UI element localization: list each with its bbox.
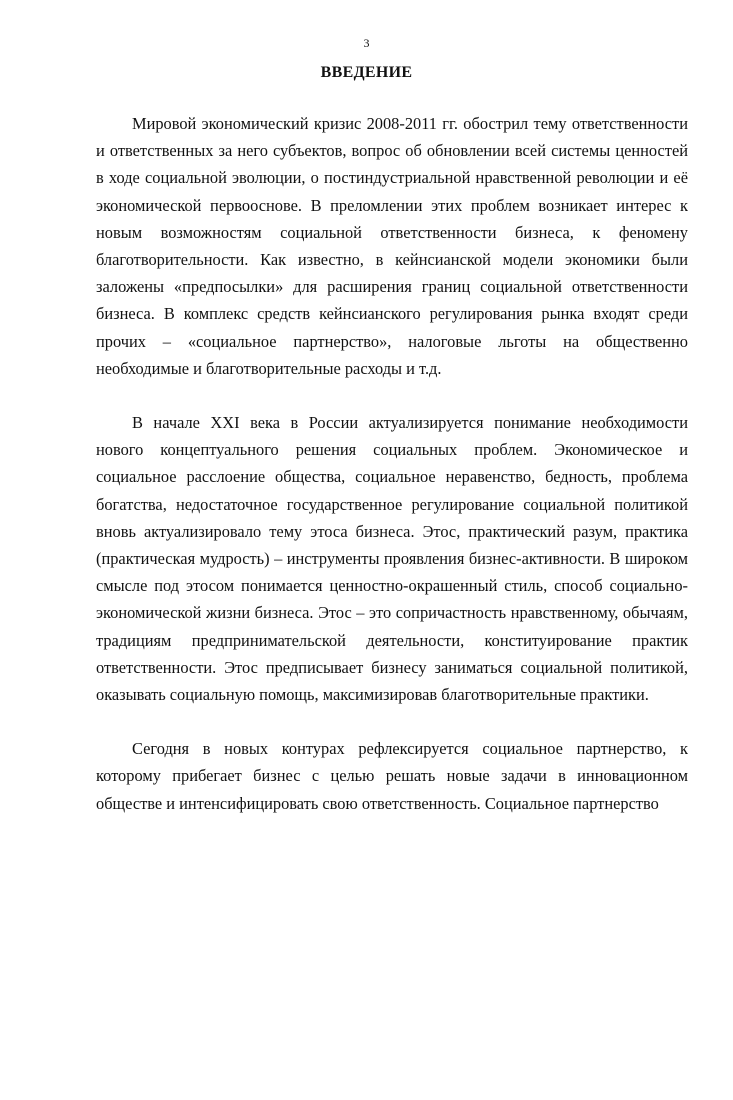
section-heading: ВВЕДЕНИЕ: [320, 64, 413, 81]
paragraph-1: Мировой экономический кризис 2008-2011 гг. обострил тему ответственности и ответственных за него субъектов, вопрос об обновлении всей системы ценностей в ходе социальной эволюции, о постиндустриальной нравственной революции и её экономической первооснове. В преломлении этих проблем возникает интерес к новым возможностям социальной ответственности бизнеса, к феномену благотворительности. Как известно, в кейнсианской модели экономики были заложены «предпосылки» для расширения границ социальной ответственности бизнеса. В комплекс средств кейнсианского регулирования рынка входят среди прочих – «социальное партнерство», налоговые льготы на общественно необходимые и благотворительные расходы и т.д.: [96, 114, 688, 378]
paragraph-2: В начале XXI века в России актуализируется понимание необходимости нового концептуального решения социальных проблем. Экономическое и социальное расслоение общества, социальное неравенство, бедность, проблема богатства, недостаточное государственное регулирование социальной политикой вновь актуализировало тему этоса бизнеса. Этос, практический разум, практика (практическая мудрость) – инструменты проявления бизнес-активности. В широком смысле под этосом понимается ценностно-окрашенный стиль, способ социально-экономической жизни бизнеса. Этос – это сопричастность нравственному, обычаям, традициям предпринимательской деятельности, конституирование практик ответственности. Этос предписывает бизнесу заниматься социальной политикой, оказывать социальную помощь, максимизировав благотворительные практики.: [96, 413, 688, 705]
paragraph-3: Сегодня в новых контурах рефлексируется социальное партнерство, к которому прибегает бизнес с целью решать новые задачи в инновационном обществе и интенсифицировать свою ответственность. Социальное партнерство: [96, 739, 688, 813]
page-number: 3: [363, 36, 370, 50]
body-text: [96, 110, 688, 844]
